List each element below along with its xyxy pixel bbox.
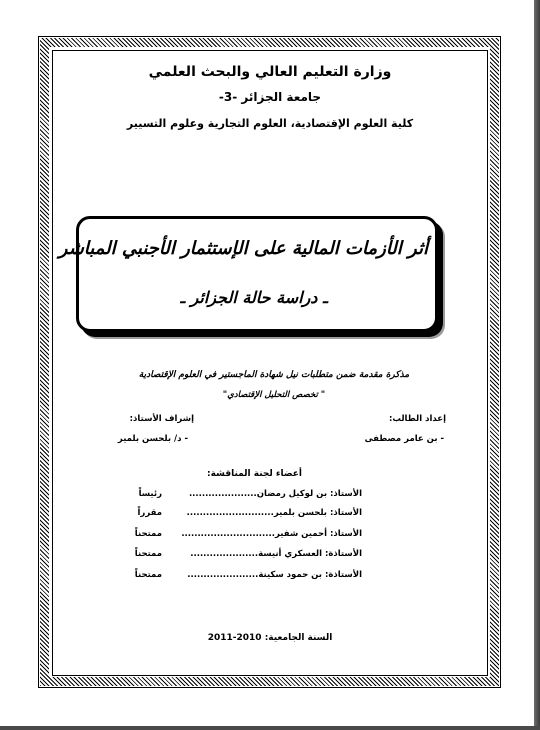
memo-statement: مذكرة مقدمة ضمن متطلبات نيل شهادة الماجستير في العلوم الإقتصادية [138,370,410,380]
title-box [58,216,438,332]
committee-role: ممتحناً [134,549,162,559]
committee-role: ممتحناً [134,529,162,539]
committee-member: الأستاذة: العسكري أنيسة..................... [190,549,362,559]
academic-year: السنة الجامعية: 2010-2011 [207,633,333,643]
university-heading: جامعة الجزائر -3- [218,90,322,104]
specialization: " تخصص التحليل الإقتصادي" [222,390,326,400]
committee-member: الأستاذ: بلحسن بلمير........................... [186,508,362,518]
committee-member: الأستاذ: أحمين شفير............................. [181,529,362,539]
supervisor-name: - د/ بلحسن بلمير [117,434,188,444]
page-border-inner [52,50,488,676]
committee-member: الأستاذة: بن حمود سكينة...................... [187,570,362,580]
viewer-bottom-edge [0,726,540,730]
student-name: - بن عامر مصطفى [364,434,444,444]
committee-role: مقرراً [137,508,162,518]
committee-role: ممتحناً [134,570,162,580]
thesis-title-line2: ـ دراسة حالة الجزائر ـ [180,288,328,307]
committee-role: رئيساً [138,489,162,499]
thesis-title-line1: أثر الأزمات المالية على الإستثمار الأجنبي المباشر [58,238,428,259]
ministry-heading: وزارة التعليم العالي والبحث العلمي [148,64,392,80]
viewer-scrollbar-edge [534,0,540,730]
supervisor-label: إشراف الأستاذ: [129,414,194,424]
committee-title: أعضاء لجنة المناقشة: [206,469,302,479]
prepared-by-label: إعداد الطالب: [388,414,446,424]
committee-member: الأستاذ: بن لوكيل رمضان..................... [188,489,362,499]
faculty-heading: كلية العلوم الإقتصادية، العلوم التجارية وعلوم التسيير [126,117,414,130]
